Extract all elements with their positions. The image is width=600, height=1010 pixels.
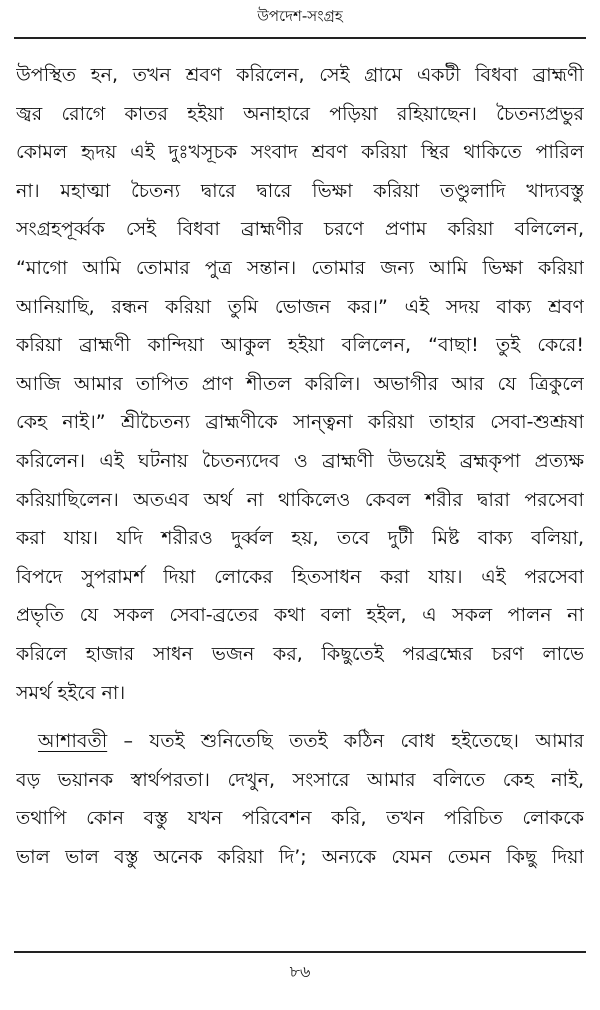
text-line: বিপদে সুপরামর্শ দিয়া লোকের হিতসাধন করা যায়। এই পরসেবা <box>16 565 584 588</box>
text-line: করা যায়। যদি শরীরও দুর্ব্বল হয়, তবে দুটী মিষ্ট বাক্য বলিয়া, <box>16 527 584 550</box>
text-line: করিয়াছিলেন। অতএব অর্থ না থাকিলেও কেবল শরীর দ্বারা পরসেবা <box>16 488 584 511</box>
speaker-name: আশাবতী <box>38 730 108 753</box>
text-line: আজি আমার তাপিত প্রাণ শীতল করিলি। অভাগীর আর যে ত্রিকুলে <box>16 372 584 395</box>
text-line: কেহ নাই।” শ্রীচৈতন্য ব্রাহ্মণীকে সান্ত্বনা করিয়া তাহার সেবা-শুশ্রূষা <box>16 411 584 434</box>
dialogue-text: – যতই শুনিতেছি ততই কঠিন বোধ হইতেছে। আমার <box>107 730 584 753</box>
text-line: সংগ্রহপূর্ব্বক সেই বিধবা ব্রাহ্মণীর চরণে প্রণাম করিয়া বলিলেন, <box>16 218 584 241</box>
running-head-title: উপদেশ-সংগ্রহ <box>257 7 343 25</box>
text-line: তথাপি কোন বস্তু যখন পরিবেশন করি, তখন পরিচিত লোককে <box>16 807 584 830</box>
paragraph-2 <box>16 722 584 876</box>
text-line: প্রভৃতি যে সকল সেবা-ব্রতের কথা বলা হইল, এ সকল পালন না <box>16 604 584 627</box>
paragraph-gap <box>16 712 584 722</box>
dialogue-first-line <box>16 722 584 761</box>
body-text <box>16 56 584 876</box>
text-line: করিলেন। এই ঘটনায় চৈতন্যদেব ও ব্রাহ্মণী উভয়েই ব্রহ্মকৃপা প্রত্যক্ষ <box>16 449 584 472</box>
text-line: সমর্থ হইবে না। <box>16 681 126 704</box>
text-line: করিলে হাজার সাধন ভজন কর, কিছুতেই পরব্রহ্মের চরণ লাভে <box>16 642 584 665</box>
text-line: ভাল ভাল বস্তু অনেক করিয়া দি’; অন্যকে যেমন তেমন কিছু দিয়া <box>16 845 584 868</box>
text-line: বড় ভয়ানক স্বার্থপরতা। দেখুন, সংসারে আমার বলিতে কেহ নাই, <box>16 768 584 791</box>
text-line: আনিয়াছি, রন্ধন করিয়া তুমি ভোজন কর।” এই সদয় বাক্য শ্রবণ <box>16 295 584 318</box>
header-rule <box>14 37 586 39</box>
text-line: উপস্থিত হন, তখন শ্রবণ করিলেন, সেই গ্রামে একটী বিধবা ব্রাহ্মণী <box>16 64 584 86</box>
paragraph-1 <box>16 56 584 712</box>
text-line: জ্বর রোগে কাতর হইয়া অনাহারে পড়িয়া রহিয়াছেন। চৈতন্যপ্রভুর <box>16 102 584 125</box>
text-line: “মাগো আমি তোমার পুত্র সন্তান। তোমার জন্য আমি ভিক্ষা করিয়া <box>16 256 584 279</box>
page-number: ৮৬ <box>289 962 311 981</box>
text-line: করিয়া ব্রাহ্মণী কান্দিয়া আকুল হইয়া বলিলেন, “বাছা! তুই কেরে! <box>16 334 584 357</box>
footer-rule <box>14 951 586 953</box>
text-line: কোমল হৃদয় এই দুঃখসূচক সংবাদ শ্রবণ করিয়া স্থির থাকিতে পারিল <box>16 141 584 164</box>
text-line: না। মহাত্মা চৈতন্য দ্বারে দ্বারে ভিক্ষা করিয়া তণ্ডুলাদি খাদ্যবস্তু <box>16 179 584 202</box>
